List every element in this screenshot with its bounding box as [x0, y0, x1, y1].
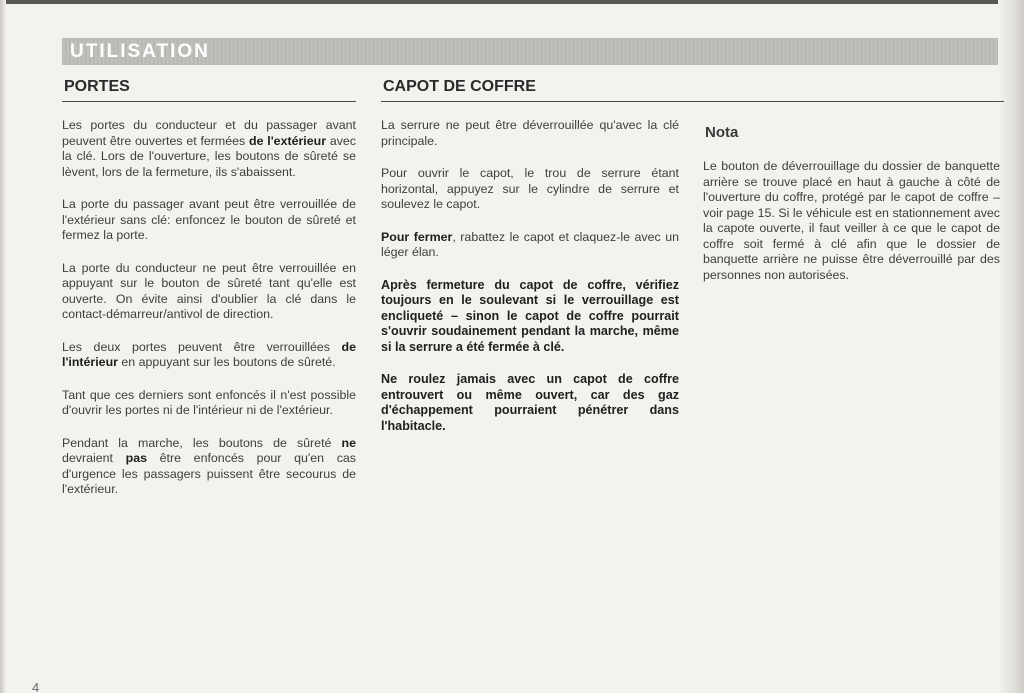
portes-paragraph-3: La porte du conducteur ne peut être verrouillée en appuyant sur le bouton de sûreté tant qu'elle est ouverte. On évite ainsi d'oublier la clé dans le contact-démarreur/antivol de direction. [62, 260, 356, 321]
page-number: 4 [32, 680, 40, 693]
text-run: devraient [62, 451, 126, 465]
emphasis-interieur: de l'intérieur [62, 339, 356, 369]
capot-paragraph-2: Pour ouvrir le capot, le trou de serrure étant horizontal, appuyez sur le cylindre de serrure et soulevez le capot. [381, 166, 679, 211]
portes-paragraph-5: Tant que ces derniers sont enfoncés il n'est possible d'ouvrir les portes ni de l'intérieur ni de l'extérieur. [62, 387, 356, 417]
section-title: UTILISATION [70, 41, 210, 62]
portes-paragraph-4 [62, 340, 356, 371]
text-run: en appuyant sur les boutons de sûreté. [117, 355, 336, 369]
text-run: Les portes du conducteur et du passager avant peuvent être ouvertes et fermées [62, 118, 356, 148]
portes-paragraph-6 [62, 436, 356, 498]
emphasis-ne: ne [341, 435, 356, 450]
column-capot-de-coffre [381, 74, 679, 451]
emphasis-exterieur: de l'extérieur [249, 133, 327, 148]
column-nota [703, 120, 1000, 300]
capot-warning-2: Ne roulez jamais avec un capot de coffre entrouvert ou même ouvert, car des gaz d'échappement pourraient pénétrer dans l'habitacle. [381, 372, 679, 433]
portes-paragraph-1 [62, 118, 356, 180]
nota-paragraph: Le bouton de déverrouillage du dossier de banquette arrière se trouve placé en haut à gauche à côté de l'ouverture du coffre, protégé par le capot de coffre – voir page 15. Si le véhicule est en stationnement avec la capote ouverte, il faut veiller à ce que le capot de coffre soit fermé à clé afin que le dossier de banquette arrière ne puisse être déverrouillé par des personnes non autorisées. [703, 159, 1000, 282]
text-run: être enfoncés pour qu'en cas d'urgence les passagers puissent être secourus de l'extérieur. [62, 451, 356, 496]
text-run: Les deux portes peuvent être verrouillées [62, 339, 342, 354]
column-portes [62, 74, 356, 515]
nota-heading: Nota [705, 124, 739, 141]
emphasis-pour-fermer: Pour fermer [381, 229, 453, 244]
capot-warning-1: Après fermeture du capot de coffre, vérifiez toujours en le soulevant si le verrouillage est encliqueté – sinon le capot de coffre pourrait s'ouvrir soudainement pendant la marche, même si la serrure a été fermée à clé. [381, 277, 679, 354]
section-band [62, 38, 998, 65]
emphasis-pas: pas [125, 451, 147, 465]
capot-paragraph-3 [381, 230, 679, 261]
text-run: avec la clé. Lors de l'ouverture, les boutons de sûreté se lèvent, lors de la fermeture, ils s'abaissent. [62, 133, 356, 179]
page-top-edge [0, 0, 1024, 4]
text-run: , rabattez le capot et claquez-le avec un léger élan. [381, 229, 679, 259]
page-binding-shadow [0, 0, 6, 693]
capot-heading: CAPOT DE COFFRE [381, 74, 1004, 102]
portes-heading: PORTES [62, 74, 356, 102]
text-run: Pendant la marche, les boutons de sûreté [62, 435, 342, 450]
page-right-edge [998, 0, 1024, 693]
portes-paragraph-2: La porte du passager avant peut être verrouillée de l'extérieur sans clé: enfoncez le bouton de sûreté et fermez la porte. [62, 197, 356, 242]
capot-paragraph-1: La serrure ne peut être déverrouillée qu'avec la clé principale. [381, 118, 679, 148]
